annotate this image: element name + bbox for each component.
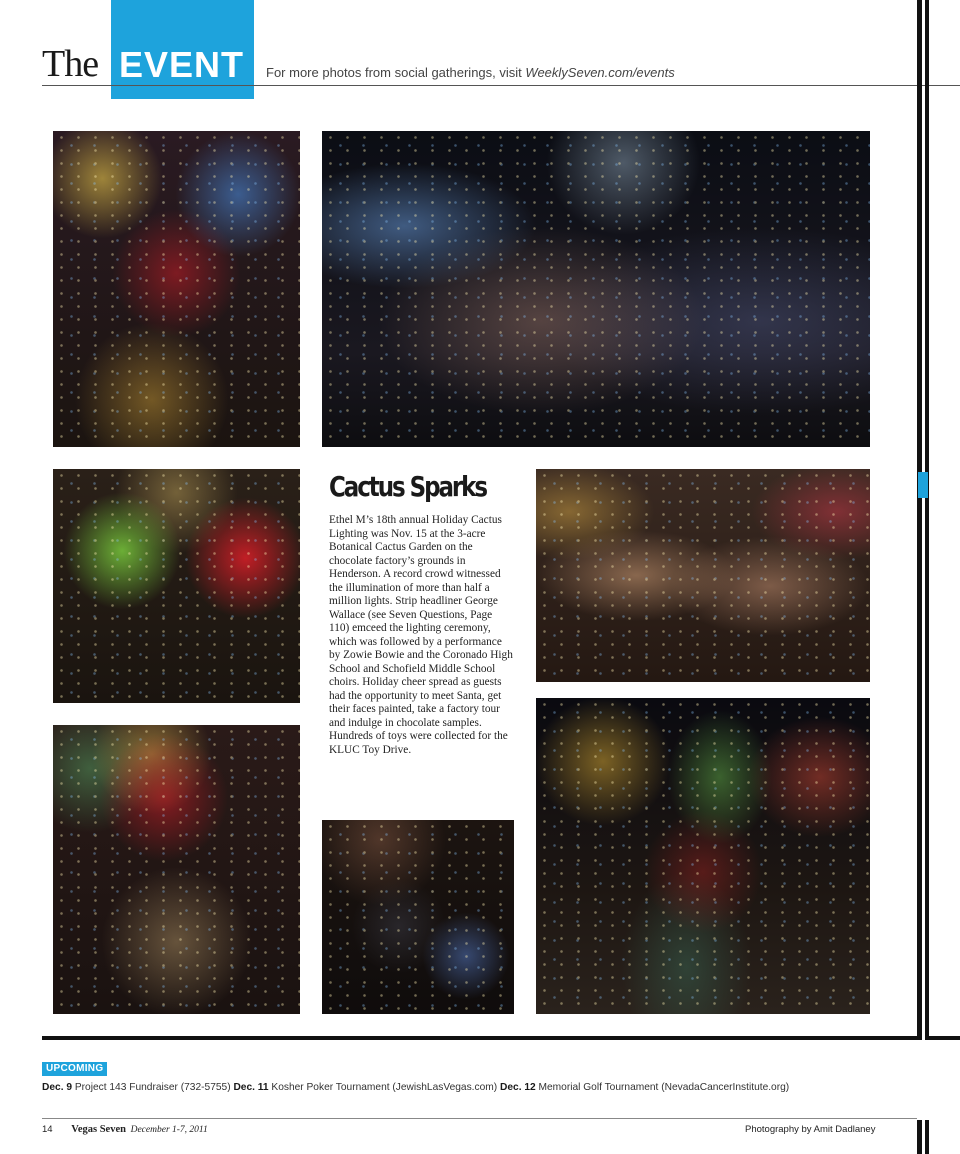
bottom-rule [42, 1036, 922, 1040]
mm-characters-photo [53, 469, 300, 703]
right-border-bar [917, 1120, 922, 1154]
title-prefix: The [42, 43, 99, 85]
upcoming-events [42, 1082, 789, 1093]
santa-with-woman-photo [53, 131, 300, 447]
section-tab-marker [918, 472, 928, 498]
footer-rule [42, 1118, 917, 1119]
photo-credit: Photography by Amit Dadlaney [745, 1124, 876, 1135]
tagline-link[interactable]: WeeklySeven.com/events [525, 65, 675, 80]
right-border-bar [925, 1120, 929, 1154]
event-text: Memorial Golf Tournament (NevadaCancerInstitute.org) [538, 1082, 790, 1093]
stage-performance-photo [322, 131, 870, 447]
event-date: Dec. 9 [42, 1082, 73, 1093]
men-celebrating-photo [322, 820, 514, 1014]
article-headline: Cactus Sparks [329, 470, 487, 503]
event-date: Dec. 11 [233, 1082, 269, 1093]
issue-date: December 1-7, 2011 [130, 1125, 208, 1135]
tagline [266, 65, 675, 80]
header-rule [42, 85, 960, 86]
page-number: 14 [42, 1124, 53, 1135]
right-border-bar [917, 0, 922, 1040]
event-date: Dec. 12 [500, 1082, 536, 1093]
right-border-bar [925, 0, 929, 1040]
article-body: Ethel M’s 18th annual Holiday Cactus Lighting was Nov. 15 at the 3-acre Botanical Cactus Garden on the chocolate factory’s grounds in Henderson. A record crowd witnessed the illumination of more than half a million lights. Strip headliner George Wallace (see Seven Questions, Page 110) emceed the lighting ceremony, which was followed by a performance by Zowie Bowie and the Coronado High School and Schofield Middle School choirs. Holiday cheer spread as guests had the opportunity to meet Santa, get their faces painted, take a factory tour and indulge in chocolate samples. Hundreds of toys were collected for the KLUC Toy Drive. [329, 514, 513, 756]
event-text: Project 143 Fundraiser (732-5755) [74, 1082, 231, 1093]
bottom-rule [925, 1036, 960, 1040]
footer-left [42, 1124, 208, 1135]
group-of-girls-photo [536, 469, 870, 682]
santa-with-boys-photo [53, 725, 300, 1014]
choir-crowd-photo [536, 698, 870, 1014]
event-text: Kosher Poker Tournament (JewishLasVegas.com) [271, 1082, 498, 1093]
upcoming-badge: UPCOMING [42, 1062, 107, 1076]
tagline-text: For more photos from social gatherings, visit [266, 65, 522, 80]
publication-name: Vegas Seven [71, 1124, 126, 1135]
title-highlight: EVENT [119, 44, 245, 85]
